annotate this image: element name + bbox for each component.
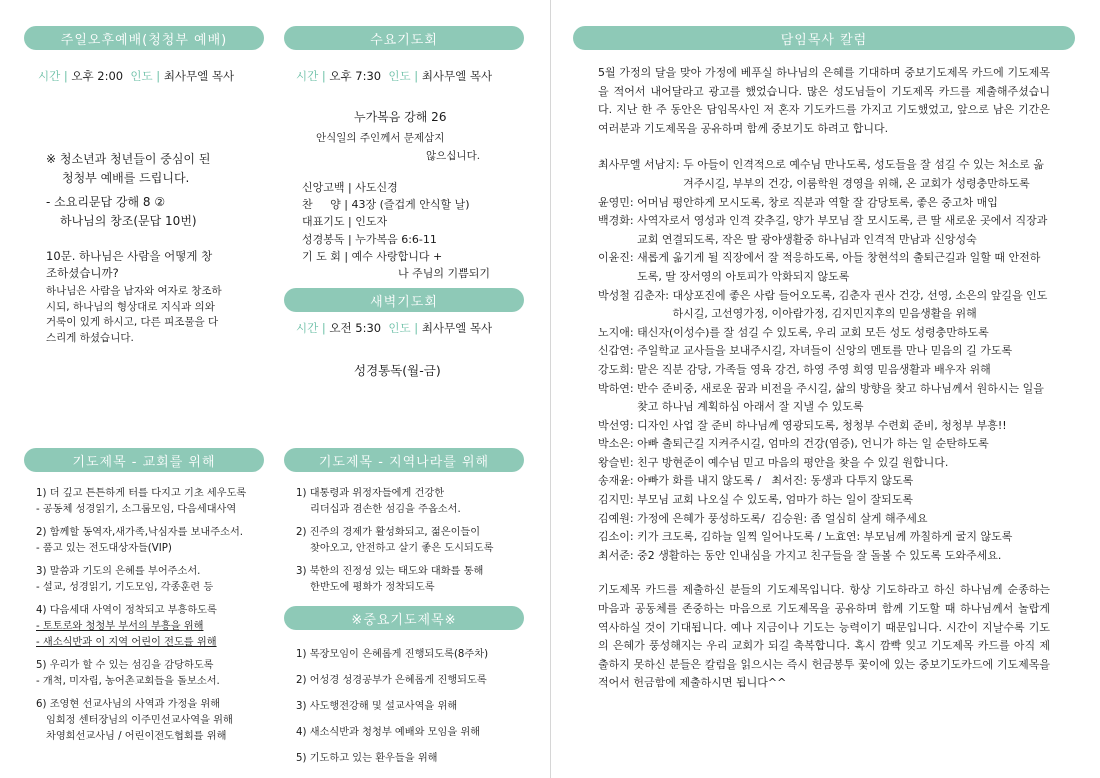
prayer-entry: [598, 454, 1050, 473]
list-item: [36, 697, 246, 745]
list-item-line: 5) 우리가 할 수 있는 섬김을 감당하도록: [36, 660, 214, 671]
wednesday-lead-label: 인도 |: [388, 69, 419, 83]
prayer-entry: [598, 212, 1050, 249]
catechism-question-line: 조하셨습니까?: [46, 266, 119, 280]
important-prayer-header: ※중요기도제목※: [284, 606, 524, 630]
order-value: | 누가복음 6:6-11: [348, 232, 437, 246]
prayer-name: 박선영:: [598, 418, 634, 432]
order-label: 신앙고백: [302, 181, 345, 194]
list-item-line: 3) 북한의 진정성 있는 태도와 대화를 통해: [296, 566, 484, 577]
prayer-name: 김소이:: [598, 530, 634, 544]
list-item: [296, 564, 494, 596]
prayer-text: 아빠 출퇴근길 지켜주시길, 엄마의 건강(염증), 언니가 하는 일 순탄하도록: [637, 437, 989, 451]
order-label: 성경봉독: [302, 232, 345, 246]
dawn-lead-label: 인도 |: [388, 321, 419, 335]
order-label: 찬 양: [302, 198, 341, 212]
sunday-time-value: 오후 2:00: [71, 69, 124, 83]
list-item: 3) 사도행전강해 및 설교사역을 위해: [296, 701, 458, 712]
dawn-service-meta: [296, 320, 492, 336]
order-value: | 예수 사랑합니다 +: [344, 249, 443, 263]
order-row: [302, 248, 490, 265]
prayer-entry: [598, 342, 1050, 361]
list-item-line: - 개척, 미자립, 농어촌교회들을 돌보소서.: [36, 676, 220, 687]
catechism-subtitle: 하나님의 창조(문답 10번): [60, 214, 197, 228]
prayer-name: 최사무엘 서남지:: [598, 158, 680, 172]
prayer-name: 김예원:: [598, 511, 634, 525]
column-intro: 5월 가정의 달을 맞아 가정에 베푸실 하나님의 은혜를 기대하며 중보기도제목 카드에 기도제목을 적어서 내어달라고 광고를 했었습니다. 많은 성도님들이 기도제목 카드를 제출해주셨습니다. 지난 한 주 동안은 담임목사인 저 혼자 기도카드를 가지고 기도했었고, 앞으로 남은 기간은 여러분과 기도제목을 공유하며 함께 중보기도 하려고 합니다.: [598, 66, 1050, 135]
dawn-time-value: 오전 5:30: [329, 321, 382, 335]
dawn-time-label: 시간 |: [296, 321, 326, 335]
prayer-name: 최서준:: [598, 548, 634, 562]
prayer-name: 신갑연:: [598, 344, 634, 358]
order-row: [302, 196, 490, 213]
list-item-line: 2) 함께할 동역자,새가족,낙심자를 보내주소서.: [36, 527, 244, 538]
sunday-note-line: ※ 청소년과 청년들이 중심이 된: [46, 152, 211, 166]
list-item-line: 차영희선교사님 / 어린이전도협회를 위해: [46, 731, 227, 742]
prayer-text: 친구 방현준이 예수님 믿고 마음의 평안을 찾을 수 있길 원합니다.: [637, 455, 949, 469]
prayer-text: 키가 크도록, 김하늘 일찍 일어나도록 / 노효연: 부모님께 까칠하게 굴지 않도록: [637, 530, 1013, 544]
prayer-entry: [598, 547, 1050, 566]
prayer-name: 김지민:: [598, 493, 634, 507]
prayer-text: 사역자로서 영성과 인격 갖추길, 양가 부모님 잘 모시도록, 큰 딸 새로운 곳에서 직장과 교회 연결되도록, 작은 딸 광야생활중 하나님과 인격적 만남과 신앙성숙: [637, 214, 1048, 246]
list-item-line: 4) 다음세대 사역이 정착되고 부흥하도록: [36, 605, 217, 616]
list-item-line: - 설교, 성경읽기, 기도모임, 각종훈련 등: [36, 582, 214, 593]
prayer-name: 박성철 김춘자:: [598, 288, 669, 302]
list-item: [296, 525, 494, 557]
list-item-line: - 품고 있는 전도대상자들(VIP): [36, 543, 172, 554]
page-divider: [550, 0, 551, 778]
prayer-text: 맡은 직분 감당, 가족들 영육 강건, 하영 주영 희영 믿음생활과 배우자 위해: [637, 362, 991, 376]
prayer-entry: [598, 417, 1050, 436]
order-value: | 인도자: [348, 215, 388, 229]
prayer-name: 왕슬빈:: [598, 455, 634, 469]
wednesday-lead-value: 최사무엘 목사: [421, 69, 493, 83]
order-extra: 나 주님의 기쁨되기: [398, 267, 491, 281]
sunday-time-label: 시간 |: [38, 69, 68, 83]
prayer-text: 태신자(이성수)를 잘 섬길 수 있도록, 우리 교회 모든 성도 성령충만하도록: [637, 325, 989, 339]
catechism-answer-line: 하나님은 사람을 남자와 여자로 창조하: [46, 285, 222, 297]
prayer-entry: [598, 287, 1050, 324]
list-item-line: 1) 대통령과 위정자들에게 건강한: [296, 488, 445, 499]
sunday-service-meta: [38, 68, 234, 84]
prayer-name: 박소은:: [598, 437, 634, 451]
list-item: 5) 기도하고 있는 환우들을 위해: [296, 753, 438, 764]
prayer-entry: [598, 194, 1050, 213]
list-item-line: 리더십과 겸손한 섬김을 주옵소서.: [310, 504, 461, 515]
list-item-line: 3) 말씀과 기도의 은혜를 부어주소서.: [36, 566, 201, 577]
wednesday-service-header: 수요기도회: [284, 26, 524, 50]
list-item-line: - 공동체 성경읽기, 소그룹모임, 다음세대사역: [36, 504, 237, 515]
church-prayer-list: [36, 486, 246, 752]
catechism-answer-line: 스리게 하셨습니다.: [46, 331, 134, 344]
list-item-line: 한반도에 평화가 정착되도록: [310, 582, 435, 593]
prayer-entry: [598, 380, 1050, 417]
prayer-entry: [598, 491, 1050, 510]
list-item-line: 찾아오고, 안전하고 살기 좋은 도시되도록: [310, 543, 494, 554]
catechism-question-line: 10문. 하나님은 사람을 어떻게 창: [46, 249, 213, 263]
order-label: 기 도 회: [302, 249, 341, 263]
prayer-text: 새롭게 옮기게 될 직장에서 잘 적응하도록, 아들 창현석의 출퇴근길과 일할 때 안전하도록, 딸 장서영의 아토피가 악화되지 않도록: [637, 251, 1041, 283]
catechism-title: - 소요리문답 강해 8 ②: [46, 195, 166, 209]
order-row: [302, 231, 490, 248]
prayer-text: 두 아들이 인격적으로 예수님 만나도록, 성도들을 잘 섬길 수 있는 처소로 옮겨주시길, 부부의 건강, 이룸학원 경영을 위해, 온 교회가 성령충만하도록: [683, 158, 1044, 190]
prayer-name: 강도희:: [598, 362, 634, 376]
prayer-entry: [598, 249, 1050, 286]
list-item: [36, 564, 246, 596]
dawn-service-header: 새벽기도회: [284, 288, 524, 312]
church-prayer-header: 기도제목 - 교회를 위해: [24, 448, 264, 472]
prayer-text: 중2 생활하는 동안 인내심을 가지고 친구들을 잘 돌볼 수 있도록 도와주세요.: [637, 548, 1002, 562]
list-item-line: 6) 조영현 선교사님의 사역과 가정을 위해: [36, 699, 221, 710]
order-value: | 사도신경: [348, 181, 398, 194]
sunday-service-header: 주일오후예배(청청부 예배): [24, 26, 264, 50]
prayer-text: 부모님 교회 나오실 수 있도록, 엄마가 하는 일이 잘되도록: [637, 493, 913, 507]
catechism-topic: [46, 193, 197, 231]
wednesday-sermon-title: 누가복음 강해 26: [354, 110, 447, 124]
catechism-question: [46, 248, 212, 282]
prayer-entry: [598, 435, 1050, 454]
wednesday-time-value: 오후 7:30: [329, 69, 382, 83]
list-item: [36, 486, 246, 518]
wednesday-time-label: 시간 |: [296, 69, 326, 83]
list-item: [36, 658, 246, 690]
wednesday-sermon-subtitle: 안식일의 주인께서 문제삼지: [316, 132, 445, 144]
catechism-answer-line: 시되, 하나님의 형상대로 지식과 의와: [46, 300, 215, 313]
order-row: [302, 213, 490, 230]
prayer-name: 이윤진:: [598, 251, 634, 265]
list-item-line: 임희정 센터장님의 이주민선교사역을 위해: [46, 715, 233, 726]
list-item-line: 2) 진주의 경제가 활성화되고, 젊은이들이: [296, 527, 481, 538]
column-header: 담임목사 칼럼: [573, 26, 1075, 50]
list-item: 4) 새소식반과 청청부 예배와 모임을 위해: [296, 727, 481, 738]
prayer-text: 반수 준비중, 새로운 꿈과 비전을 주시길, 삶의 방향을 찾고 하나님께서 원하시는 일을 찾고 하나님 계획하심 아래서 잘 지낼 수 있도록: [637, 381, 1044, 414]
catechism-answer-line: 거룩이 있게 하시고, 다른 피조물을 다: [46, 316, 219, 328]
prayer-entry: [598, 528, 1050, 547]
prayer-entry: [598, 156, 1050, 193]
nation-prayer-header: 기도제목 - 지역나라를 위해: [284, 448, 524, 472]
order-row: [302, 179, 490, 196]
prayer-name: 윤영민:: [598, 195, 634, 209]
column-outro: 기도제목 카드를 제출하신 분들의 기도제목입니다. 항상 기도하라고 하신 하나님께 순종하는 마음과 공동체를 존중하는 마음으로 기도제목을 공유하며 함께 기도할 때 하나님께서 놀랍게 역사하실 것이 기대됩니다. 예나 지금이나 기도는 능력이기 때문입니다. 시간이 지날수록 기도의 은혜가 풍성해지는 우리 교회가 되길 축복합니다. 혹시 깜빡 잊고 기도제목 카드를 아직 제출하지 못하신 분들은 칼럼을 읽으시는 즉시 헌금봉투 꽃이에 있는 중보기도카드에 기도제목을 적어서 헌금함에 제출하시면 됩니다^^: [598, 583, 1050, 690]
list-item-line: - 새소식반과 이 지역 어린이 전도를 위해: [36, 637, 217, 648]
list-item-line: 1) 더 깊고 튼튼하게 터를 다지고 기초 세우도록: [36, 488, 247, 499]
nation-prayer-list: [296, 486, 494, 603]
sunday-note: [46, 150, 210, 188]
prayer-name: 백경화:: [598, 214, 634, 228]
dawn-lead-value: 최사무엘 목사: [421, 321, 493, 335]
wednesday-order: [302, 179, 490, 282]
column-prayer-list: [598, 156, 1050, 565]
prayer-entry: [598, 361, 1050, 380]
sunday-lead-value: 최사무엘 목사: [163, 69, 235, 83]
column-body: [598, 64, 1050, 693]
prayer-name: 박하연:: [598, 381, 634, 395]
list-item: 2) 어성경 성경공부가 은혜롭게 진행되도록: [296, 675, 487, 686]
important-prayer-list: [296, 642, 488, 772]
order-label: 대표기도: [302, 215, 345, 229]
list-item: [296, 486, 494, 518]
prayer-text: 가정에 은혜가 풍성하도록/ 김승원: 좀 얼심히 살게 해주세요: [637, 511, 928, 525]
prayer-entry: [598, 510, 1050, 529]
list-item-line: - 토토로와 청청부 부서의 부흥을 위해: [36, 621, 204, 632]
catechism-answer: [46, 284, 222, 346]
prayer-entry: [598, 472, 1050, 491]
prayer-text: 어머님 평안하게 모시도록, 창로 직분과 역할 잘 감당토록, 좋은 중고차 매입: [637, 195, 998, 209]
prayer-text: 대상포진에 좋은 사람 들어오도록, 김춘자 권사 건강, 선영, 소은의 앞길을 인도하시길, 고선영가정, 이아람가정, 김지민지후의 믿음생활을 위해: [672, 288, 1048, 321]
wednesday-service-meta: [296, 68, 492, 84]
order-value: | 43장 (즐겁게 안식할 날): [344, 198, 470, 212]
list-item: [36, 603, 246, 651]
prayer-name: 송재윤:: [598, 474, 634, 488]
list-item: [36, 525, 246, 557]
wednesday-sermon-subtitle: 않으십니다.: [426, 150, 481, 162]
sunday-lead-label: 인도 |: [130, 69, 161, 83]
prayer-text: 디자인 사업 잘 준비 하나님께 영광되도록, 청청부 수련회 준비, 청청부 부흥!!: [637, 418, 1007, 432]
sunday-note-line: 청청부 예배를 드립니다.: [62, 171, 190, 185]
list-item: 1) 목장모임이 은혜롭게 진행되도록(8주차): [296, 649, 489, 660]
prayer-name: 노지애:: [598, 325, 634, 339]
prayer-text: 주일학교 교사들을 보내주시길, 자녀들이 신앙의 멘토를 만나 믿음의 길 가도록: [637, 344, 1013, 358]
dawn-reading: 성경통독(월-금): [354, 363, 441, 378]
prayer-text: 아빠가 화를 내지 않도록 / 최서진: 동생과 다투지 않도록: [637, 474, 914, 488]
prayer-entry: [598, 324, 1050, 343]
